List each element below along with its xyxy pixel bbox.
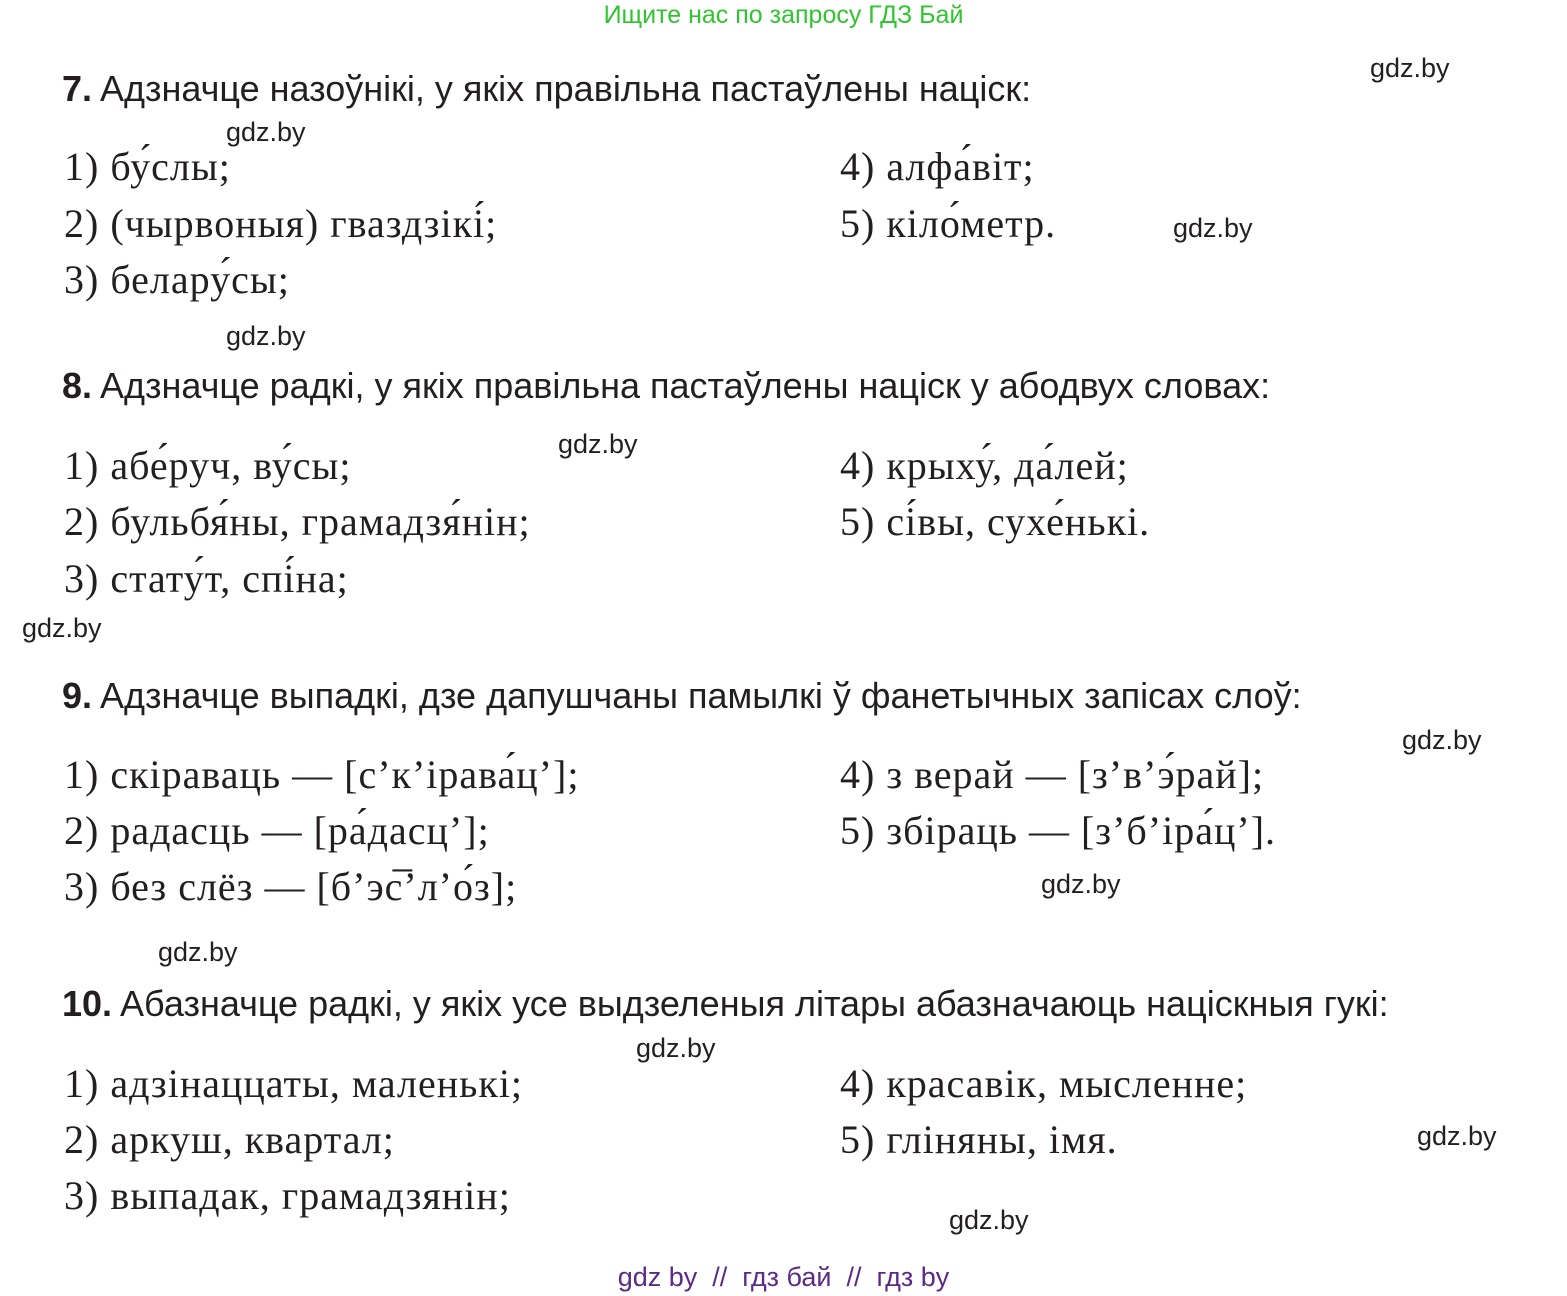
task-10-option-5: 5) гліняны, імя. bbox=[840, 1117, 1118, 1162]
task-10-option-1: 1) адзінаццаты, маленькі; bbox=[64, 1061, 524, 1106]
task-9-option-4: 4) з верай — [з’в’э́рай]; bbox=[840, 752, 1265, 797]
task-number: 9. bbox=[62, 675, 93, 716]
task-question: Адзначце назоўнікі, у якіх правільна пастаўлены націск: bbox=[100, 68, 1032, 109]
task-9-heading bbox=[62, 675, 1302, 717]
task-7-option-3: 3) белару́сы; bbox=[64, 257, 290, 302]
footer-links: gdz by // гдз бай // гдз by bbox=[617, 1262, 950, 1292]
task-7-heading bbox=[62, 68, 1031, 110]
task-8-option-5: 5) сі́вы, сухе́нькі. bbox=[840, 499, 1151, 544]
task-10-option-2: 2) аркуш, квартал; bbox=[64, 1117, 395, 1162]
task-9-option-2: 2) радасць — [ра́дасц’]; bbox=[64, 808, 490, 853]
task-10-option-3: 3) выпадак, грамадзянін; bbox=[64, 1173, 511, 1218]
search-banner: Ищите нас по запросу ГДЗ Бай bbox=[603, 1, 964, 29]
task-question: Адзначце радкі, у якіх правільна пастаўлены націск у абодвух словах: bbox=[100, 365, 1271, 406]
task-number: 8. bbox=[62, 365, 93, 406]
watermark: gdz.by bbox=[158, 937, 238, 967]
task-question: Абазначце радкі, у якіх усе выдзеленыя літары абазначаюць націскныя гукі: bbox=[120, 983, 1389, 1024]
task-10-option-4: 4) красавік, мысленне; bbox=[840, 1061, 1248, 1106]
task-8-option-3: 3) стату́т, спі́на; bbox=[64, 556, 349, 601]
task-8-option-2: 2) бульбя́ны, грамадзя́нін; bbox=[64, 499, 531, 544]
watermark: gdz.by bbox=[226, 321, 306, 351]
watermark: gdz.by bbox=[22, 613, 102, 643]
task-9-option-3: 3) без слёз — [б’эс̅’л’о́з]; bbox=[64, 864, 518, 909]
task-7-option-2: 2) (чырвоныя) гваздзікі́; bbox=[64, 201, 498, 246]
watermark: gdz.by bbox=[949, 1205, 1029, 1235]
task-number: 7. bbox=[62, 68, 93, 109]
watermark: gdz.by bbox=[636, 1033, 716, 1063]
task-question: Адзначце выпадкі, дзе дапушчаны памылкі ў фанетычных запісах слоў: bbox=[100, 675, 1302, 716]
task-7-option-4: 4) алфа́віт; bbox=[840, 144, 1035, 189]
task-number: 10. bbox=[62, 983, 113, 1024]
watermark: gdz.by bbox=[558, 429, 638, 459]
task-9-option-5: 5) збіраць — [з’б’іра́ц’]. bbox=[840, 808, 1277, 853]
task-10-heading bbox=[62, 983, 1389, 1025]
task-8-option-1: 1) абе́руч, ву́сы; bbox=[64, 443, 352, 488]
task-8-heading bbox=[62, 365, 1270, 407]
watermark: gdz.by bbox=[1370, 53, 1450, 83]
task-8-option-4: 4) крыху́, да́лей; bbox=[840, 443, 1129, 488]
task-7-option-1: 1) бу́слы; bbox=[64, 144, 231, 189]
watermark: gdz.by bbox=[1402, 725, 1482, 755]
watermark: gdz.by bbox=[1417, 1121, 1497, 1151]
watermark: gdz.by bbox=[226, 117, 306, 147]
watermark: gdz.by bbox=[1041, 869, 1121, 899]
task-9-option-1: 1) скіраваць — [с’к’ірава́ц’]; bbox=[64, 752, 580, 797]
task-7-option-5: 5) кіло́метр. bbox=[840, 201, 1057, 246]
watermark: gdz.by bbox=[1173, 213, 1253, 243]
